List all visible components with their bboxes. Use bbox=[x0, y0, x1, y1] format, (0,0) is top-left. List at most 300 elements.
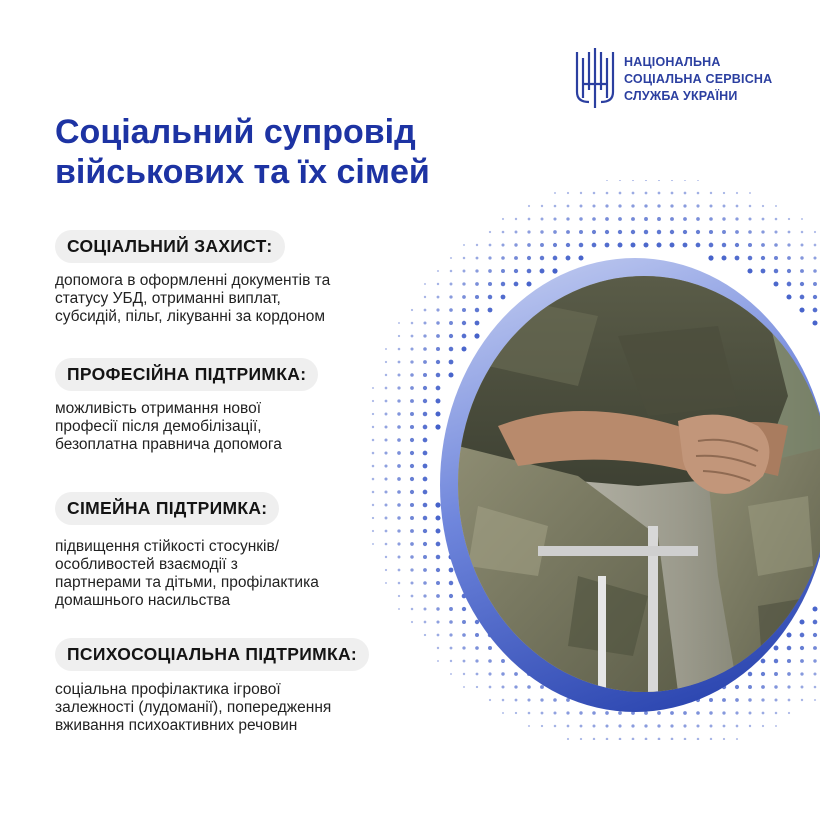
decorative-dot bbox=[385, 374, 387, 376]
decorative-dot bbox=[787, 659, 791, 663]
decorative-dot bbox=[436, 360, 440, 364]
decorative-dot bbox=[593, 192, 596, 195]
decorative-dot bbox=[812, 320, 817, 325]
decorative-dot bbox=[449, 607, 453, 611]
decorative-dot bbox=[541, 205, 543, 207]
decorative-dot bbox=[762, 725, 764, 727]
decorative-dot bbox=[814, 699, 816, 701]
decorative-dot bbox=[502, 712, 504, 714]
decorative-dot bbox=[436, 594, 440, 598]
title-line: військових та їх сімей bbox=[55, 153, 430, 191]
decorative-dot bbox=[385, 361, 387, 363]
decorative-dot bbox=[423, 555, 427, 559]
decorative-dot bbox=[489, 686, 492, 689]
decorative-dot bbox=[475, 659, 478, 662]
decorative-dot bbox=[579, 711, 582, 714]
decorative-dot bbox=[683, 711, 687, 715]
decorative-dot bbox=[437, 296, 440, 299]
decorative-dot bbox=[657, 230, 661, 234]
decorative-dot bbox=[475, 308, 479, 312]
decorative-dot bbox=[448, 372, 453, 377]
decorative-dot bbox=[788, 218, 790, 220]
decorative-dot bbox=[384, 490, 387, 493]
decorative-dot bbox=[437, 283, 439, 285]
decorative-dot bbox=[605, 230, 609, 234]
decorative-dot bbox=[722, 243, 726, 247]
decorative-dot bbox=[761, 659, 766, 664]
decorative-dot bbox=[476, 244, 478, 246]
decorative-dot bbox=[385, 387, 388, 390]
decorative-dot bbox=[411, 335, 414, 338]
decorative-dot bbox=[435, 515, 440, 520]
decorative-dot bbox=[423, 451, 428, 456]
decorative-dot bbox=[424, 296, 426, 298]
decorative-dot bbox=[436, 308, 439, 311]
decorative-dot bbox=[476, 257, 479, 260]
decorative-dot bbox=[514, 243, 517, 246]
decorative-dot bbox=[618, 711, 622, 715]
decorative-dot bbox=[657, 724, 660, 727]
decorative-dot bbox=[450, 647, 453, 650]
decorative-dot bbox=[710, 192, 712, 194]
decorative-dot bbox=[476, 673, 479, 676]
decorative-dot bbox=[476, 686, 478, 688]
decorative-dot bbox=[787, 282, 792, 287]
decorative-dot bbox=[710, 725, 713, 728]
decorative-dot bbox=[774, 269, 779, 274]
decorative-dot bbox=[488, 282, 492, 286]
decorative-dot bbox=[657, 243, 662, 248]
decorative-dot bbox=[540, 269, 545, 274]
decorative-dot bbox=[709, 230, 713, 234]
decorative-dot bbox=[644, 243, 649, 248]
logo-line: СЛУЖБА УКРАЇНИ bbox=[624, 88, 738, 103]
decorative-dot bbox=[488, 308, 493, 313]
decorative-dot bbox=[436, 347, 440, 351]
decorative-dot bbox=[735, 243, 739, 247]
decorative-dot bbox=[618, 230, 622, 234]
decorative-dot bbox=[605, 243, 610, 248]
decorative-dot bbox=[593, 725, 596, 728]
decorative-dot bbox=[749, 725, 751, 727]
decorative-dot bbox=[541, 725, 543, 727]
section-family-support bbox=[55, 492, 319, 610]
section-heading: ПСИХОСОЦІАЛЬНА ПІДТРИМКА: bbox=[55, 638, 369, 671]
decorative-dot bbox=[488, 256, 491, 259]
decorative-dot bbox=[709, 711, 712, 714]
decorative-dot bbox=[567, 192, 569, 194]
decorative-dot bbox=[735, 217, 738, 220]
decorative-dot bbox=[579, 243, 584, 248]
decorative-dot bbox=[775, 218, 778, 221]
decorative-dot bbox=[397, 386, 400, 389]
decorative-dot bbox=[735, 685, 739, 689]
decorative-dot bbox=[397, 529, 400, 532]
decorative-dot bbox=[410, 451, 414, 455]
decorative-dot bbox=[514, 269, 518, 273]
description-line: підвищення стійкості стосунків/ bbox=[55, 538, 280, 555]
decorative-dot bbox=[436, 334, 440, 338]
decorative-dot bbox=[410, 529, 414, 533]
decorative-dot bbox=[449, 295, 452, 298]
decorative-dot bbox=[696, 204, 699, 207]
decorative-dot bbox=[489, 231, 491, 233]
decorative-dot bbox=[631, 724, 634, 727]
decorative-dot bbox=[708, 255, 713, 260]
decorative-dot bbox=[761, 230, 764, 233]
decorative-dot bbox=[606, 180, 608, 181]
decorative-dot bbox=[787, 243, 790, 246]
decorative-dot bbox=[423, 542, 427, 546]
decorative-dot bbox=[450, 257, 452, 259]
decorative-dot bbox=[514, 685, 517, 688]
decorative-dot bbox=[372, 439, 375, 442]
decorative-dot bbox=[723, 205, 726, 208]
decorative-dot bbox=[423, 321, 426, 324]
decorative-dot bbox=[774, 256, 778, 260]
decorative-dot bbox=[423, 386, 427, 390]
description-line: статусу УБД, отриманні виплат, bbox=[55, 290, 281, 307]
decorative-dot bbox=[540, 698, 543, 701]
decorative-dot bbox=[787, 685, 790, 688]
decorative-dot bbox=[450, 673, 452, 675]
decorative-dot bbox=[384, 464, 387, 467]
section-description bbox=[55, 400, 318, 454]
decorative-dot bbox=[723, 192, 725, 194]
decorative-dot bbox=[528, 725, 530, 727]
decorative-dot bbox=[813, 633, 817, 637]
decorative-dot bbox=[436, 555, 441, 560]
decorative-dot bbox=[722, 711, 725, 714]
decorative-dot bbox=[462, 282, 465, 285]
decorative-dot bbox=[423, 516, 428, 521]
decorative-dot bbox=[424, 608, 427, 611]
decorative-dot bbox=[410, 347, 413, 350]
decorative-dot bbox=[553, 217, 556, 220]
decorative-dot bbox=[736, 725, 739, 728]
decorative-dot bbox=[800, 672, 803, 675]
decorative-dot bbox=[801, 686, 804, 689]
decorative-dot bbox=[800, 659, 804, 663]
decorative-dot bbox=[787, 269, 791, 273]
decorative-dot bbox=[475, 646, 479, 650]
decorative-dot bbox=[515, 699, 518, 702]
decorative-dot bbox=[801, 231, 804, 234]
decorative-dot bbox=[488, 646, 492, 650]
decorative-dot bbox=[786, 294, 791, 299]
decorative-dot bbox=[410, 412, 414, 416]
decorative-dot bbox=[436, 620, 439, 623]
decorative-dot bbox=[501, 243, 504, 246]
decorative-dot bbox=[618, 217, 622, 221]
decorative-dot bbox=[410, 516, 414, 520]
decorative-dot bbox=[788, 699, 791, 702]
decorative-dot bbox=[748, 217, 751, 220]
decorative-dot bbox=[774, 282, 779, 287]
decorative-dot bbox=[397, 451, 401, 455]
decorative-dot bbox=[462, 308, 466, 312]
decorative-dot bbox=[528, 712, 531, 715]
logo-text bbox=[624, 54, 772, 105]
decorative-dot bbox=[631, 204, 634, 207]
decorative-dot bbox=[683, 243, 688, 248]
decorative-dot bbox=[423, 581, 427, 585]
decorative-dot bbox=[774, 659, 778, 663]
decorative-dot bbox=[749, 192, 751, 194]
decorative-dot bbox=[502, 218, 504, 220]
section-description bbox=[55, 681, 369, 735]
decorative-dot bbox=[709, 204, 712, 207]
decorative-dot bbox=[749, 205, 752, 208]
decorative-dot bbox=[566, 256, 571, 261]
decorative-dot bbox=[658, 192, 661, 195]
decorative-dot bbox=[515, 231, 518, 234]
decorative-dot bbox=[748, 672, 752, 676]
decorative-dot bbox=[411, 608, 414, 611]
decorative-dot bbox=[606, 738, 609, 740]
decorative-dot bbox=[814, 231, 816, 233]
decorative-dot bbox=[449, 633, 452, 636]
decorative-dot bbox=[501, 269, 505, 273]
logo bbox=[574, 46, 772, 112]
decorative-dot bbox=[424, 634, 426, 636]
decorative-dot bbox=[372, 387, 374, 389]
decorative-dot bbox=[372, 478, 375, 481]
decorative-dot bbox=[722, 698, 726, 702]
decorative-dot bbox=[722, 256, 727, 261]
decorative-dot bbox=[435, 411, 440, 416]
decorative-dot bbox=[774, 672, 778, 676]
decorative-dot bbox=[800, 646, 804, 650]
decorative-dot bbox=[397, 399, 400, 402]
decorative-dot bbox=[437, 647, 439, 649]
decorative-dot bbox=[502, 231, 505, 234]
decorative-dot bbox=[475, 282, 479, 286]
decorative-dot bbox=[384, 438, 387, 441]
decorative-dot bbox=[670, 724, 673, 727]
decorative-dot bbox=[788, 712, 790, 714]
decorative-dot bbox=[436, 542, 441, 547]
decorative-dot bbox=[397, 516, 400, 519]
decorative-dot bbox=[423, 477, 428, 482]
decorative-dot bbox=[799, 619, 804, 624]
decorative-dot bbox=[372, 426, 374, 428]
decorative-dot bbox=[462, 633, 466, 637]
decorative-dot bbox=[735, 711, 738, 714]
decorative-dot bbox=[410, 399, 414, 403]
decorative-dot bbox=[671, 738, 674, 740]
decorative-dot bbox=[372, 517, 374, 519]
decorative-dot bbox=[450, 283, 453, 286]
decorative-dot bbox=[736, 738, 738, 740]
decorative-dot bbox=[761, 269, 766, 274]
decorative-dot bbox=[410, 581, 413, 584]
decorative-dot bbox=[449, 581, 454, 586]
decorative-dot bbox=[670, 711, 674, 715]
decorative-dot bbox=[580, 738, 582, 740]
decorative-dot bbox=[488, 659, 492, 663]
decorative-dot bbox=[775, 712, 778, 715]
decorative-dot bbox=[540, 243, 544, 247]
decorative-dot bbox=[385, 413, 388, 416]
decorative-dot bbox=[488, 269, 492, 273]
decorative-dot bbox=[697, 738, 700, 740]
decorative-dot bbox=[541, 218, 544, 221]
decorative-dot bbox=[801, 218, 803, 220]
section-professional-support bbox=[55, 358, 318, 454]
decorative-dot bbox=[385, 556, 387, 558]
decorative-dot bbox=[696, 230, 700, 234]
decorative-dot bbox=[372, 530, 374, 532]
decorative-dot bbox=[800, 633, 805, 638]
decorative-dot bbox=[813, 308, 818, 313]
decorative-dot bbox=[748, 243, 752, 247]
decorative-dot bbox=[787, 646, 792, 651]
decorative-dot bbox=[553, 698, 557, 702]
decorative-dot bbox=[566, 217, 569, 220]
decorative-dot bbox=[618, 243, 623, 248]
decorative-dot bbox=[437, 634, 440, 637]
decorative-dot bbox=[423, 438, 428, 443]
decorative-dot bbox=[384, 477, 387, 480]
decorative-dot bbox=[540, 256, 544, 260]
decorative-dot bbox=[423, 373, 427, 377]
decorative-dot bbox=[735, 698, 739, 702]
decorative-dot bbox=[398, 595, 400, 597]
decorative-dot bbox=[411, 309, 413, 311]
decorative-dot bbox=[515, 218, 517, 220]
decorative-dot bbox=[410, 542, 414, 546]
decorative-dot bbox=[436, 373, 441, 378]
decorative-dot bbox=[410, 425, 414, 429]
decorative-dot bbox=[735, 256, 740, 261]
decorative-dot bbox=[372, 491, 375, 494]
decorative-dot bbox=[800, 282, 804, 286]
decorative-dot bbox=[449, 308, 453, 312]
decorative-dot bbox=[552, 268, 557, 273]
decorative-dot bbox=[788, 231, 791, 234]
decorative-dot bbox=[541, 712, 544, 715]
decorative-dot bbox=[397, 503, 401, 507]
decorative-dot bbox=[787, 672, 791, 676]
decorative-dot bbox=[423, 568, 427, 572]
description-line: субсидій, пільг, лікуванні за кордоном bbox=[55, 308, 325, 325]
decorative-dot bbox=[423, 529, 427, 533]
decorative-dot bbox=[799, 307, 804, 312]
decorative-dot bbox=[501, 295, 506, 300]
decorative-dot bbox=[605, 217, 609, 221]
decorative-dot bbox=[787, 633, 792, 638]
decorative-dot bbox=[671, 180, 673, 181]
section-description bbox=[55, 272, 330, 326]
decorative-dot bbox=[410, 503, 414, 507]
decorative-dot bbox=[553, 256, 558, 261]
decorative-dot bbox=[527, 685, 531, 689]
decorative-dot bbox=[463, 244, 465, 246]
decorative-dot bbox=[722, 217, 725, 220]
decorative-dot bbox=[567, 738, 569, 740]
decorative-dot bbox=[436, 399, 441, 404]
decorative-dot bbox=[424, 621, 427, 624]
decorative-dot bbox=[747, 268, 752, 273]
decorative-dot bbox=[748, 256, 753, 261]
decorative-dot bbox=[618, 204, 621, 207]
decorative-dot bbox=[670, 230, 674, 234]
decorative-dot bbox=[397, 438, 401, 442]
decorative-dot bbox=[410, 568, 413, 571]
decorative-dot bbox=[697, 192, 700, 195]
decorative-dot bbox=[514, 672, 518, 676]
decorative-dot bbox=[398, 582, 401, 585]
decorative-dot bbox=[774, 230, 777, 233]
decorative-dot bbox=[436, 581, 440, 585]
decorative-dot bbox=[605, 711, 609, 715]
decorative-dot bbox=[462, 334, 467, 339]
decorative-dot bbox=[410, 490, 414, 494]
decorative-dot bbox=[450, 270, 453, 273]
decorative-dot bbox=[696, 217, 700, 221]
decorative-dot bbox=[423, 399, 427, 403]
decorative-dot bbox=[671, 192, 674, 195]
decorative-dot bbox=[580, 192, 582, 194]
decorative-dot bbox=[462, 620, 466, 624]
decorative-dot bbox=[592, 711, 596, 715]
description-line: можливість отримання нової bbox=[55, 400, 262, 417]
decorative-dot bbox=[657, 217, 661, 221]
decorative-dot bbox=[397, 412, 400, 415]
decorative-dot bbox=[775, 699, 778, 702]
decorative-dot bbox=[605, 724, 608, 727]
decorative-dot bbox=[812, 606, 817, 611]
decorative-dot bbox=[527, 256, 531, 260]
decorative-dot bbox=[813, 282, 817, 286]
decorative-dot bbox=[449, 594, 453, 598]
decorative-dot bbox=[684, 180, 686, 181]
decorative-dot bbox=[423, 464, 428, 469]
decorative-dot bbox=[528, 218, 531, 221]
decorative-dot bbox=[398, 361, 401, 364]
description-line: безоплатна правнича допомога bbox=[55, 436, 282, 453]
decorative-dot bbox=[748, 698, 751, 701]
decorative-dot bbox=[475, 295, 479, 299]
decorative-dot bbox=[748, 230, 752, 234]
decorative-dot bbox=[462, 295, 466, 299]
decorative-dot bbox=[814, 244, 817, 247]
description-line: допомога в оформленні документів та bbox=[55, 272, 331, 289]
decorative-dot bbox=[397, 542, 400, 545]
decorative-dot bbox=[761, 256, 765, 260]
decorative-dot bbox=[723, 738, 725, 740]
decorative-dot bbox=[553, 711, 556, 714]
decorative-dot bbox=[605, 204, 608, 207]
decorative-dot bbox=[489, 244, 492, 247]
logo-line: СОЦІАЛЬНА СЕРВІСНА bbox=[624, 71, 773, 86]
decorative-dot bbox=[800, 295, 805, 300]
decorative-dot bbox=[657, 711, 661, 715]
decorative-dot bbox=[801, 699, 803, 701]
decorative-dot bbox=[579, 230, 583, 234]
decorative-dot bbox=[813, 256, 816, 259]
decorative-dot bbox=[461, 346, 466, 351]
decorative-dot bbox=[787, 256, 791, 260]
decorative-dot bbox=[385, 348, 387, 350]
decorative-dot bbox=[645, 192, 648, 195]
decorative-dot bbox=[554, 192, 556, 194]
decorative-dot bbox=[398, 335, 400, 337]
decorative-dot bbox=[592, 243, 597, 248]
decorative-dot bbox=[670, 204, 673, 207]
decorative-dot bbox=[645, 738, 648, 740]
